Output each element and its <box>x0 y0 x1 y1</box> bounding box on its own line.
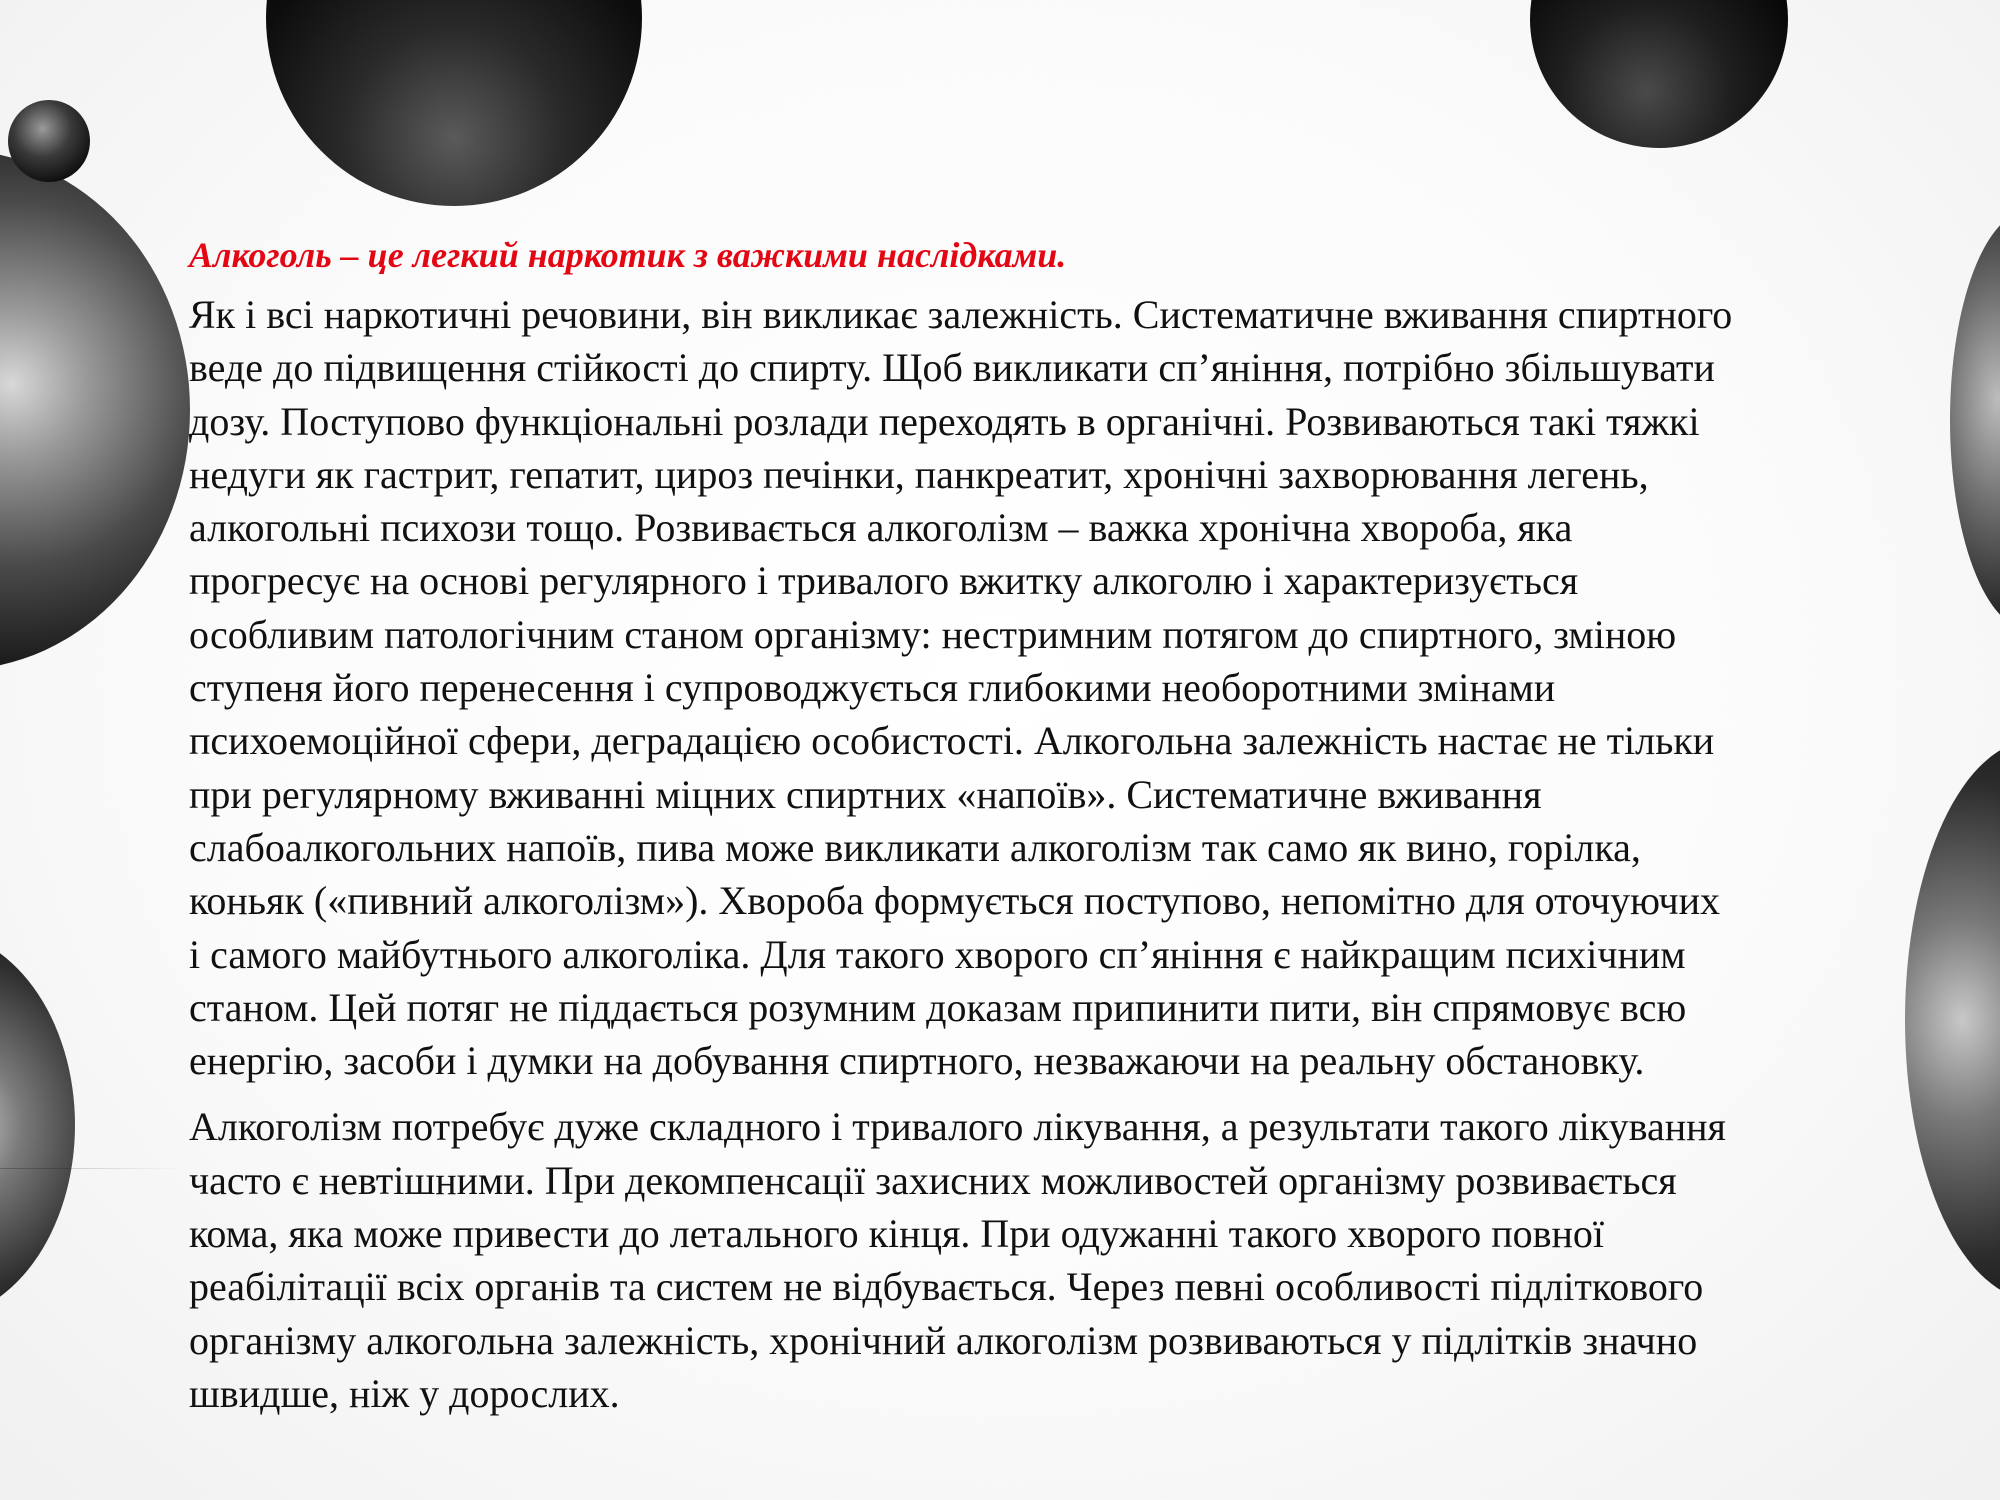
text-line: часто є невтішними. При декомпенсації захисних можливостей організму розвивається <box>189 1157 1677 1203</box>
paragraph-1 <box>189 288 1904 1087</box>
text-line: Алкоголізм потребує дуже складного і тривалого лікування, а результати такого лікування <box>189 1104 1726 1150</box>
text-line: енергію, засоби і думки на добування спиртного, незважаючи на реальну обстановку. <box>189 1038 1645 1084</box>
slide-text <box>189 228 1904 1420</box>
text-line: дозу. Поступово функціональні розлади переходять в органічні. Розвиваються такі тяжкі <box>189 398 1700 444</box>
text-line: станом. Цей потяг не піддається розумним доказам припинити пити, він спрямовує всю <box>189 984 1687 1030</box>
floor-line <box>0 1168 185 1169</box>
paragraph-2 <box>189 1100 1904 1420</box>
text-line: алкогольні психози тощо. Розвивається алкоголізм – важка хронічна хвороба, яка <box>189 505 1573 551</box>
text-line: недуги як гастрит, гепатит, цироз печінки, панкреатит, хронічні захворювання легень, <box>189 451 1649 497</box>
text-line: при регулярному вживанні міцних спиртних «напоїв». Систематичне вживання <box>189 771 1542 817</box>
decorative-sphere <box>8 100 90 182</box>
text-line: реабілітації всіх органів та систем не відбувається. Через певні особливості підліткового <box>189 1264 1704 1310</box>
decorative-sphere <box>1905 740 2000 1300</box>
text-line: коньяк («пивний алкоголізм»). Хвороба формується поступово, непомітно для оточуючих <box>189 878 1721 924</box>
decorative-sphere <box>1530 0 1788 148</box>
decorative-sphere <box>0 150 190 670</box>
text-line: особливим патологічним станом організму: нестримним потягом до спиртного, зміною <box>189 611 1677 657</box>
text-line: ступеня його перенесення і супроводжується глибокими необоротними змінами <box>189 665 1556 711</box>
decorative-sphere <box>1950 210 2000 630</box>
text-line: слабоалкогольних напоїв, пива може викликати алкоголізм так само як вино, горілка, <box>189 824 1641 870</box>
decorative-sphere <box>266 0 642 206</box>
text-line: швидше, ніж у дорослих. <box>189 1370 620 1416</box>
text-line: прогресує на основі регулярного і тривалого вжитку алкоголю і характеризується <box>189 558 1579 604</box>
decorative-sphere <box>0 930 75 1320</box>
text-line: і самого майбутнього алкоголіка. Для такого хворого сп’яніння є найкращим психічним <box>189 931 1686 977</box>
text-line: Як і всі наркотичні речовини, він викликає залежність. Систематичне вживання спиртного <box>189 292 1733 337</box>
text-line: кома, яка може привести до летального кінця. При одужанні такого хворого повної <box>189 1211 1605 1257</box>
text-line: організму алкогольна залежність, хронічний алкоголізм розвиваються у підлітків значно <box>189 1317 1698 1363</box>
text-line: веде до підвищення стійкості до спирту. Щоб викликати сп’яніння, потрібно збільшувати <box>189 345 1715 391</box>
text-line: психоемоційної сфери, деградацією особистості. Алкогольна залежність настає не тільки <box>189 718 1715 764</box>
slide-headline: Алкоголь – це легкий наркотик з важкими наслідками. <box>189 235 1067 275</box>
